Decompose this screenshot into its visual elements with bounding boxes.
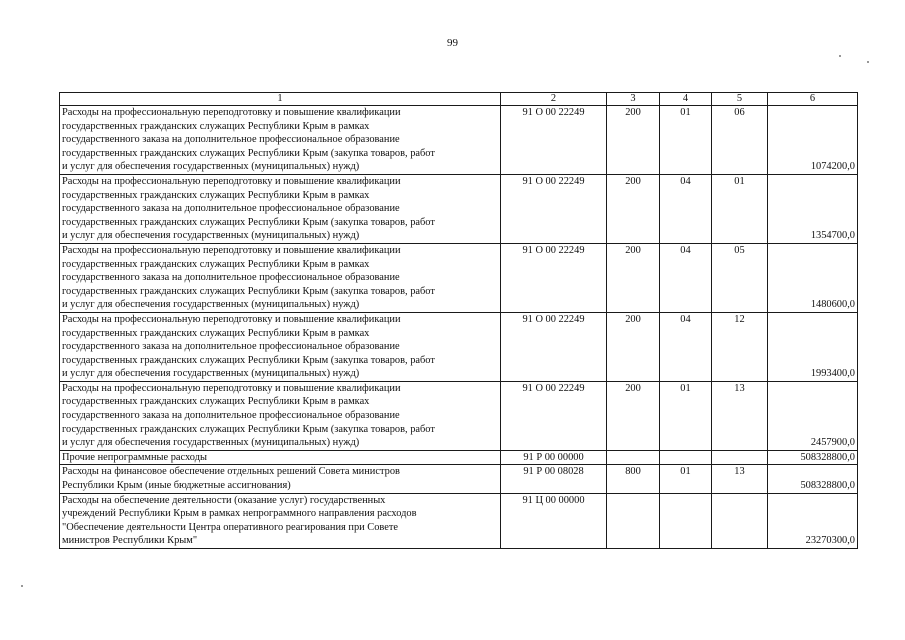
amount: 2457900,0 <box>768 381 858 450</box>
target-article-code: 91 О 00 22249 <box>501 106 607 175</box>
row-description: Расходы на обеспечение деятельности (оказание услуг) государственных учреждений Республики Крым в рамках непрограммного направления расходов "Обеспечение деятельности Центра оперативного реагирования при Совете министров Республики Крым" <box>60 493 501 548</box>
row-description: Прочие непрограммные расходы <box>60 450 501 465</box>
subsection-code: 06 <box>712 106 768 175</box>
section-code: 01 <box>660 465 712 493</box>
expense-type-code: 200 <box>607 174 660 243</box>
table-row <box>60 450 858 465</box>
subsection-code: 12 <box>712 312 768 381</box>
table-row <box>60 465 858 493</box>
budget-table <box>59 92 858 549</box>
section-code: 04 <box>660 174 712 243</box>
page-number: 99 <box>447 37 458 49</box>
section-code <box>660 493 712 548</box>
target-article-code: 91 О 00 22249 <box>501 312 607 381</box>
target-article-code: 91 О 00 22249 <box>501 243 607 312</box>
expense-type-code: 200 <box>607 312 660 381</box>
amount: 508328800,0 <box>768 465 858 493</box>
section-code: 04 <box>660 312 712 381</box>
table-header-row <box>60 93 858 106</box>
subsection-code: 13 <box>712 465 768 493</box>
row-description: Расходы на профессиональную переподготовку и повышение квалификации государственных гражданских служащих Республики Крым в рамках государственного заказа на дополнительное профессиональное образование государственных гражданских служащих Республики Крым (закупка товаров, работ и услуг для обеспечения государственных (муниципальных) нужд) <box>60 243 501 312</box>
column-header: 1 <box>60 93 501 106</box>
target-article-code: 91 О 00 22249 <box>501 381 607 450</box>
amount: 508328800,0 <box>768 450 858 465</box>
scan-speck <box>867 61 869 63</box>
subsection-code: 05 <box>712 243 768 312</box>
scan-speck <box>839 55 841 57</box>
section-code: 04 <box>660 243 712 312</box>
section-code: 01 <box>660 106 712 175</box>
target-article-code: 91 Р 00 00000 <box>501 450 607 465</box>
column-header: 5 <box>712 93 768 106</box>
row-description: Расходы на профессиональную переподготовку и повышение квалификации государственных гражданских служащих Республики Крым в рамках государственного заказа на дополнительное профессиональное образование государственных гражданских служащих Республики Крым (закупка товаров, работ и услуг для обеспечения государственных (муниципальных) нужд) <box>60 381 501 450</box>
amount: 1480600,0 <box>768 243 858 312</box>
table-row <box>60 106 858 175</box>
column-header: 6 <box>768 93 858 106</box>
row-description: Расходы на профессиональную переподготовку и повышение квалификации государственных гражданских служащих Республики Крым в рамках государственного заказа на дополнительное профессиональное образование государственных гражданских служащих Республики Крым (закупка товаров, работ и услуг для обеспечения государственных (муниципальных) нужд) <box>60 312 501 381</box>
amount: 1993400,0 <box>768 312 858 381</box>
column-header: 4 <box>660 93 712 106</box>
table-row <box>60 493 858 548</box>
row-description: Расходы на финансовое обеспечение отдельных решений Совета министров Республики Крым (иные бюджетные ассигнования) <box>60 465 501 493</box>
column-header: 3 <box>607 93 660 106</box>
subsection-code: 13 <box>712 381 768 450</box>
amount: 23270300,0 <box>768 493 858 548</box>
expense-type-code: 800 <box>607 465 660 493</box>
expense-type-code: 200 <box>607 381 660 450</box>
subsection-code <box>712 450 768 465</box>
target-article-code: 91 Ц 00 00000 <box>501 493 607 548</box>
subsection-code <box>712 493 768 548</box>
table-row <box>60 381 858 450</box>
row-description: Расходы на профессиональную переподготовку и повышение квалификации государственных гражданских служащих Республики Крым в рамках государственного заказа на дополнительное профессиональное образование государственных гражданских служащих Республики Крым (закупка товаров, работ и услуг для обеспечения государственных (муниципальных) нужд) <box>60 106 501 175</box>
subsection-code: 01 <box>712 174 768 243</box>
table-row <box>60 312 858 381</box>
section-code: 01 <box>660 381 712 450</box>
column-header: 2 <box>501 93 607 106</box>
table-row <box>60 243 858 312</box>
section-code <box>660 450 712 465</box>
expense-type-code <box>607 493 660 548</box>
amount: 1354700,0 <box>768 174 858 243</box>
target-article-code: 91 Р 00 08028 <box>501 465 607 493</box>
expense-type-code: 200 <box>607 243 660 312</box>
scan-speck <box>21 585 23 587</box>
expense-type-code: 200 <box>607 106 660 175</box>
row-description: Расходы на профессиональную переподготовку и повышение квалификации государственных гражданских служащих Республики Крым в рамках государственного заказа на дополнительное профессиональное образование государственных гражданских служащих Республики Крым (закупка товаров, работ и услуг для обеспечения государственных (муниципальных) нужд) <box>60 174 501 243</box>
table-row <box>60 174 858 243</box>
expense-type-code <box>607 450 660 465</box>
target-article-code: 91 О 00 22249 <box>501 174 607 243</box>
amount: 1074200,0 <box>768 106 858 175</box>
